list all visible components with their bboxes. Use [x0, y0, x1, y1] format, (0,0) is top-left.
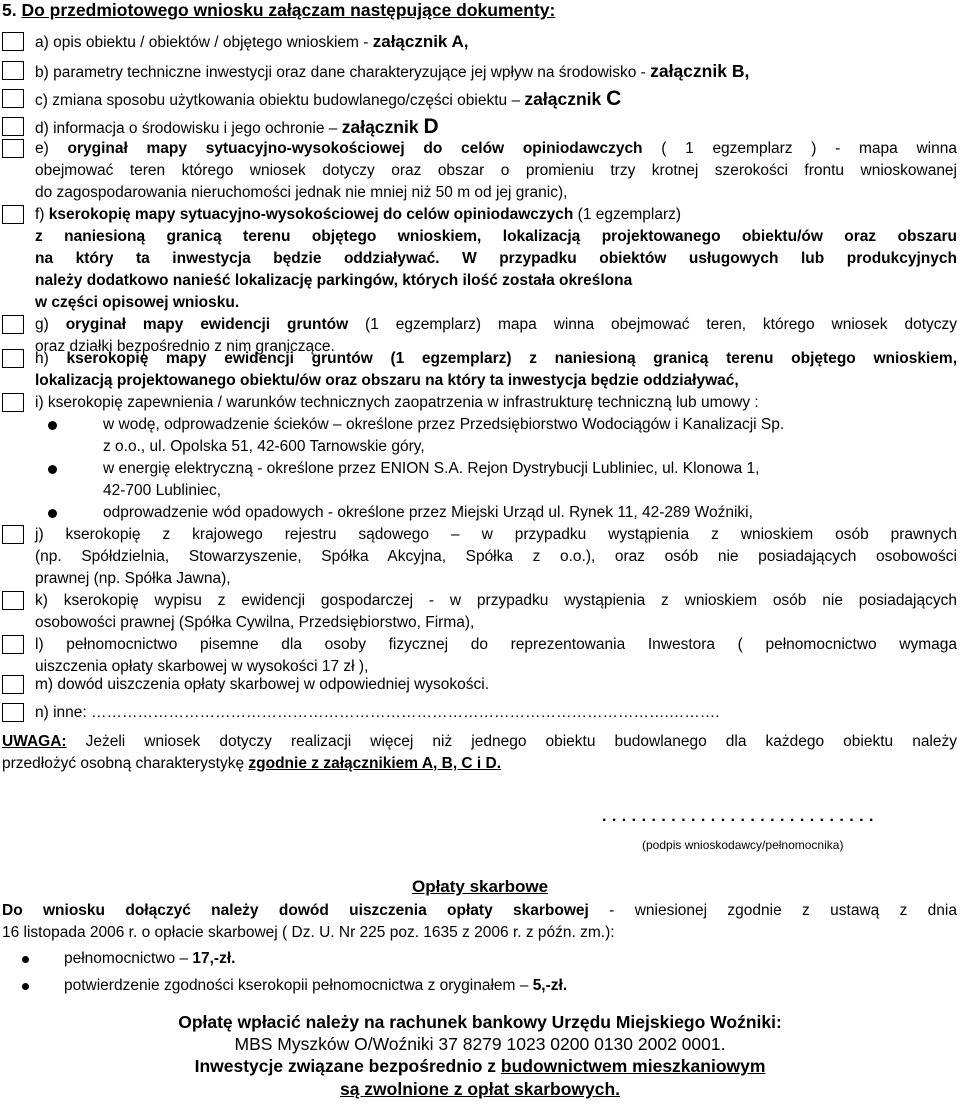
uwaga-line1: UWAGA: Jeżeli wniosek dotyczy realizacji więcej niż jednego obiektu budowlanego dla każdego obiektu należy: [2, 733, 957, 750]
fees-line2: 16 listopada 2006 r. o opłacie skarbowej ( Dz. U. Nr 225 poz. 1635 z 2006 r. z późn. zm.):: [2, 924, 615, 941]
item-l-line1: l) pełnomocnictwo pisemne dla osoby fizycznej do reprezentowania Inwestora ( pełnomocnictwo wymaga: [35, 636, 957, 653]
signature-line: . . . . . . . . . . . . . . . . . . . . . . . . . . . .: [602, 808, 874, 825]
checkbox-m[interactable]: [2, 675, 24, 694]
section-heading: Do przedmiotowego wniosku załączam następujące dokumenty:: [21, 0, 556, 20]
item-i-bullet2-line2: 42-700 Lubliniec,: [103, 482, 222, 499]
signature-caption: (podpis wnioskodawcy/pełnomocnika): [642, 838, 844, 852]
checkbox-l[interactable]: [2, 635, 24, 654]
checkbox-d[interactable]: [2, 117, 24, 136]
exemption-line2: są zwolnione z opłat skarbowych.: [339, 1079, 621, 1099]
item-f-line1: f) kserokopię mapy sytuacyjno-wysokościowej do celów opiniodawczych (1 egzemplarz): [35, 206, 682, 223]
checkbox-c[interactable]: [2, 89, 24, 108]
checkbox-a[interactable]: [2, 32, 24, 51]
bullet-icon: [48, 509, 57, 518]
bullet-icon: [22, 983, 29, 990]
checkbox-h[interactable]: [2, 349, 24, 368]
uwaga-label: UWAGA:: [2, 733, 67, 750]
item-d-text: d) informacja o środowisku i jego ochronie – załącznik D: [35, 115, 439, 138]
item-l-line2: uiszczenia opłaty skarbowej w wysokości 17 zł ),: [35, 658, 369, 675]
item-g-line2: oraz działki bezpośrednio z nim graniczące.: [35, 338, 335, 355]
item-f-line4: należy dodatkowo nanieść lokalizację parkingów, których ilość została określona: [35, 272, 633, 289]
item-f-line5: w części opisowej wniosku.: [35, 294, 240, 311]
item-f-line3: na który ta inwestycja będzie oddziaływać. W przypadku obiektów usługowych lub produkcyjnych: [35, 250, 957, 267]
item-i-bullet3-line1: odprowadzenie wód opadowych - określone przez Miejski Urząd ul. Rynek 11, 42-289 Woźniki,: [103, 504, 753, 521]
checkbox-j[interactable]: [2, 525, 24, 544]
fee-item-2: potwierdzenie zgodności kserokopii pełnomocnictwa z oryginałem – 5,-zł.: [64, 977, 568, 994]
item-j-line3: prawnej (np. Spółka Jawna),: [35, 570, 231, 587]
item-f-line2: z naniesioną granicą terenu objętego wnioskiem, lokalizacją projektowanego obiektu/ów oraz obszaru: [35, 228, 957, 245]
item-k-line2: osobowości prawnej (Spółka Cywilna, Przedsiębiorstwo, Firma),: [35, 614, 475, 631]
item-g-line1: g) oryginał mapy ewidencji gruntów (1 egzemplarz) mapa winna obejmować teren, którego wniosek dotyczy: [35, 316, 957, 333]
item-j-line1: j) kserokopię z krajowego rejestru sądowego – w przypadku wystąpienia z wnioskiem osób prawnych: [35, 526, 957, 543]
fee-item-1: pełnomocnictwo – 17,-zł.: [64, 950, 236, 967]
checkbox-n[interactable]: [2, 703, 24, 722]
item-h-line1: h) kserokopię mapy ewidencji gruntów (1 egzemplarz) z naniesioną granicą terenu objętego wnioskiem,: [35, 350, 957, 367]
checkbox-b[interactable]: [2, 61, 24, 80]
bullet-icon: [48, 465, 57, 474]
section-title: [2, 0, 555, 21]
bank-account: MBS Myszków O/Woźniki 37 8279 1023 0200 0130 2002 0001.: [234, 1034, 726, 1054]
bullet-icon: [22, 956, 29, 963]
item-e-line3: do zagospodarowania nieruchomości jednak nie mniej niż 50 m od jej granic),: [35, 184, 568, 201]
checkbox-f[interactable]: [2, 205, 24, 224]
item-k-line1: k) kserokopię wypisu z ewidencji gospodarczej - w przypadku wystąpienia z wnioskiem osób nie posiadających: [35, 592, 957, 609]
item-m-line1: m) dowód uiszczenia opłaty skarbowej w odpowiedniej wysokości.: [35, 676, 490, 693]
item-a-text: a) opis obiektu / obiektów / objętego wnioskiem - załącznik A,: [35, 32, 469, 51]
item-b-text: b) parametry techniczne inwestycji oraz dane charakteryzujące jej wpływ na środowisko - załącznik B,: [35, 61, 750, 81]
item-h-line2: lokalizacją projektowanego obiektu/ów oraz obszaru na który ta inwestycja będzie oddziaływać,: [35, 372, 739, 389]
item-e-line2: obejmować teren którego wniosek dotyczy oraz obszar o promieniu trzy krotnej szerokości frontu wnioskowanej: [35, 162, 957, 179]
checkbox-e[interactable]: [2, 139, 24, 158]
item-i-line1: i) kserokopię zapewnienia / warunków technicznych zaopatrzenia w infrastrukturę techniczną lub umowy :: [35, 394, 759, 411]
payment-instruction: Opłatę wpłacić należy na rachunek bankowy Urzędu Miejskiego Woźniki:: [178, 1012, 782, 1032]
checkbox-k[interactable]: [2, 591, 24, 610]
fees-heading: Opłaty skarbowe: [411, 877, 549, 896]
item-i-bullet1-line1: w wodę, odprowadzenie ścieków – określone przez Przedsiębiorstwo Wodociągów i Kanalizacji Sp.: [103, 416, 785, 433]
checkbox-g[interactable]: [2, 315, 24, 334]
checkbox-i[interactable]: [2, 393, 24, 412]
exemption-line1: Inwestycje związane bezpośrednio z budownictwem mieszkaniowym: [194, 1056, 766, 1076]
item-e-line1: e) oryginał mapy sytuacyjno-wysokościowej do celów opiniodawczych ( 1 egzemplarz ) - mapa winna: [35, 140, 957, 157]
bullet-icon: [48, 421, 57, 430]
uwaga-line2: przedłożyć osobną charakterystykę zgodnie z załącznikiem A, B, C i D.: [2, 755, 502, 772]
item-c-text: c) zmiana sposobu użytkowania obiektu budowlanego/części obiektu – załącznik C: [35, 87, 622, 110]
item-j-line2: (np. Spółdzielnia, Stowarzyszenie, Spółka Akcyjna, Spółka z o.o.), oraz osób nie posiadających osobowości: [35, 548, 957, 565]
fees-line1: Do wniosku dołączyć należy dowód uiszczenia opłaty skarbowej - wniesionej zgodnie z ustawą z dnia: [2, 902, 957, 919]
item-i-bullet1-line2: z o.o., ul. Opolska 51, 42-600 Tarnowskie góry,: [103, 438, 425, 455]
item-i-bullet2-line1: w energię elektryczną - określone przez ENION S.A. Rejon Dystrybucji Lubliniec, ul. Klonowa 1,: [103, 460, 760, 477]
item-n-line1: n) inne: ………………………………………………………………………………………………….……….: [35, 704, 720, 721]
section-number: 5.: [2, 0, 17, 20]
